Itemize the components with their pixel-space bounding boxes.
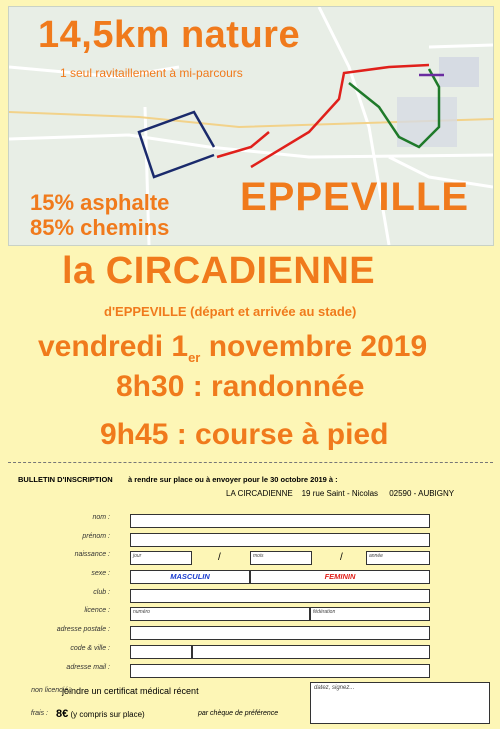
jour-input[interactable]: [130, 551, 192, 565]
licence-federation-input[interactable]: [310, 607, 430, 621]
rando-time: 8h30 : randonnée: [116, 370, 365, 403]
club-input[interactable]: [130, 589, 430, 603]
sexe-feminin-option[interactable]: [250, 570, 430, 584]
hint-federation: fédération: [313, 609, 336, 615]
date-prefix: vendredi 1: [38, 330, 189, 363]
label-sexe: sexe :: [91, 570, 110, 577]
licence-numero-input[interactable]: [130, 607, 310, 621]
event-date: [38, 330, 427, 364]
sexe-masculin-option[interactable]: [130, 570, 250, 584]
label-nom: nom :: [92, 514, 110, 521]
asphalte-percent: 15% asphalte: [30, 190, 170, 215]
address-zip: 02590 - AUBIGNY: [389, 489, 455, 498]
event-name: la CIRCADIENNE: [62, 250, 376, 292]
frais-cheque: par chèque de préférence: [198, 710, 279, 717]
signature-box[interactable]: [310, 682, 490, 724]
frais-value: 8€: [56, 708, 69, 720]
date-suffix: novembre 2019: [200, 330, 428, 363]
address-name: LA CIRCADIENNE: [226, 489, 293, 498]
mois-input[interactable]: [250, 551, 312, 565]
form-title: BULLETIN D'INSCRIPTION: [18, 475, 113, 484]
label-club: club :: [93, 589, 110, 596]
form-address: [226, 489, 454, 498]
frais-amount: [56, 708, 145, 720]
label-naissance: naissance :: [74, 551, 110, 558]
label-prenom: prénom :: [82, 533, 110, 540]
date-sup: er: [188, 350, 201, 365]
prenom-input[interactable]: [130, 533, 430, 547]
hint-signature: datez, signez...: [314, 685, 355, 691]
certificat-note: joindre un certificat médical récent: [62, 686, 199, 696]
label-frais: frais :: [30, 710, 48, 717]
label-non-licencie: non licencié :: [31, 687, 72, 694]
slash-1: /: [218, 552, 221, 563]
distance-title: 14,5km nature: [38, 14, 301, 56]
nom-input[interactable]: [130, 514, 430, 528]
mail-input[interactable]: [130, 664, 430, 678]
slash-2: /: [340, 552, 343, 563]
chemins-percent: 85% chemins: [30, 215, 170, 240]
hint-numero: numéro: [133, 609, 150, 615]
adresse-input[interactable]: [130, 626, 430, 640]
address-street: 19 rue Saint - Nicolas: [301, 489, 379, 498]
town-name: EPPEVILLE: [240, 175, 470, 219]
label-adresse: adresse postale :: [56, 626, 110, 633]
code-postal-input[interactable]: [130, 645, 192, 659]
ville-input[interactable]: [192, 645, 430, 659]
hint-annee: année: [369, 553, 383, 559]
hint-mois: mois: [253, 553, 264, 559]
frais-note: (y compris sur place): [68, 710, 145, 719]
hint-jour: jour: [133, 553, 142, 559]
label-licence: licence :: [84, 607, 110, 614]
feminin-label: FEMININ: [324, 572, 356, 581]
label-code-ville: code & ville :: [70, 645, 110, 652]
masculin-label: MASCULIN: [170, 572, 210, 581]
annee-input[interactable]: [366, 551, 430, 565]
form-instructions: à rendre sur place ou à envoyer pour le 30 octobre 2019 à :: [128, 475, 338, 484]
label-mail: adresse mail :: [66, 664, 110, 671]
ravitaillement-note: 1 seul ravitaillement à mi-parcours: [60, 66, 243, 80]
event-location: d'EPPEVILLE (départ et arrivée au stade): [104, 304, 357, 319]
course-time: 9h45 : course à pied: [100, 418, 389, 451]
